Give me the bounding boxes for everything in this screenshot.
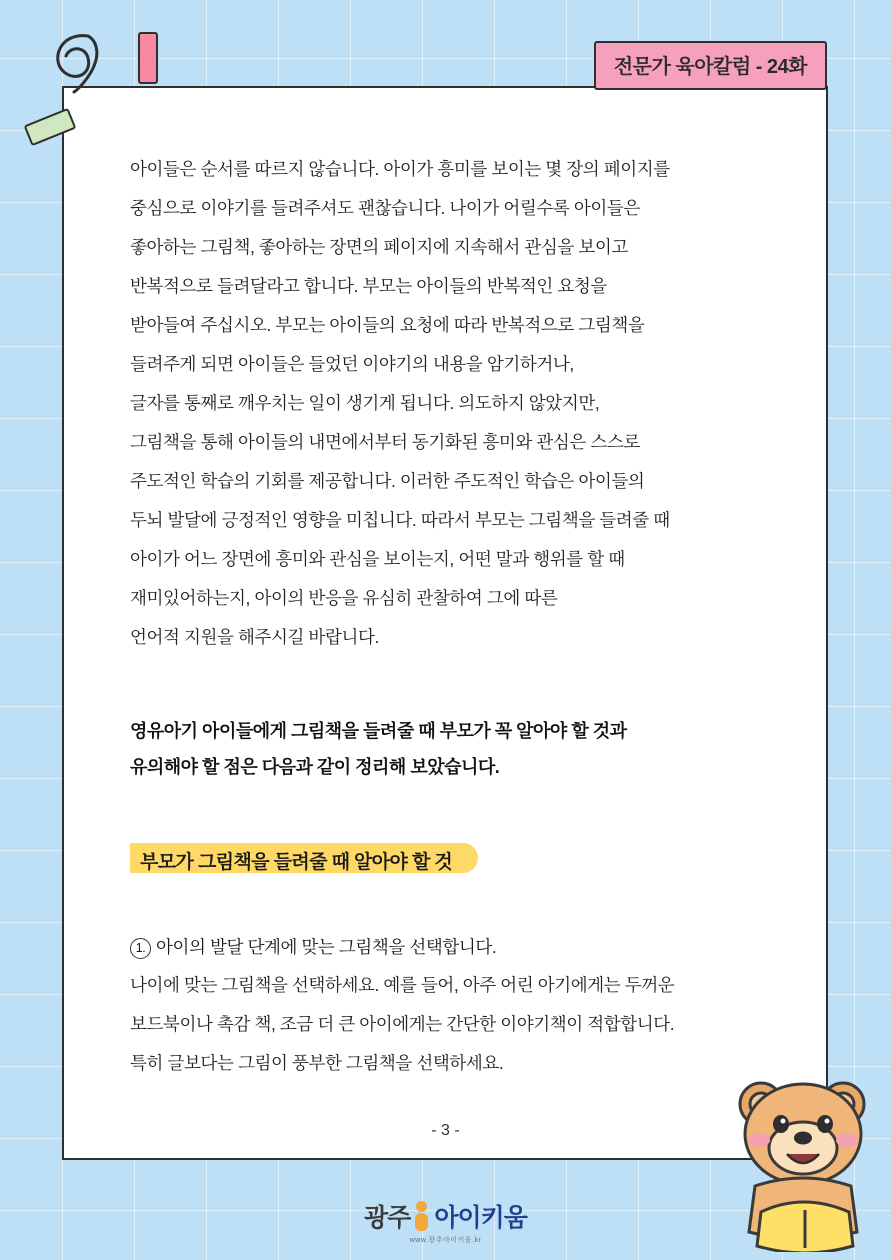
- article-content: [130, 150, 770, 1083]
- list-item: [130, 928, 770, 966]
- summary-line: 영유아기 아이들에게 그림책을 들려줄 때 부모가 꼭 알아야 할 것과: [130, 721, 627, 741]
- paragraph-line: 언어적 지원을 해주시길 바랍니다.: [130, 627, 379, 647]
- list-number: 1.: [130, 938, 151, 959]
- list-item-detail-line: 나이에 맞는 그림책을 선택하세요. 예를 들어, 아주 어린 아기에게는 두꺼운: [130, 975, 675, 995]
- section-heading: [130, 841, 478, 880]
- tips-list: [130, 928, 770, 1083]
- paragraph-line: 받아들여 주십시오. 부모는 아이들의 요청에 따라 반복적으로 그림책을: [130, 315, 645, 335]
- list-item-title-text: 아이의 발달 단계에 맞는 그림책을 선택합니다.: [156, 937, 497, 957]
- logo-text-right: 아이키움: [434, 1204, 527, 1232]
- person-logo-icon: [414, 1201, 430, 1231]
- logo-subtitle: www.광주아이키움.kr: [409, 1237, 482, 1244]
- paragraph-line: 재미있어하는지, 아이의 반응을 유심히 관찰하여 그에 따른: [130, 588, 558, 608]
- pink-bar-doodle-icon: [138, 32, 158, 84]
- paragraph-line: 주도적인 학습의 기회를 제공합니다. 이러한 주도적인 학습은 아이들의: [130, 471, 645, 491]
- column-badge: 전문가 육아칼럼 - 24화: [594, 41, 827, 90]
- paragraph-line: 글자를 통째로 깨우치는 일이 생기게 됩니다. 의도하지 않았지만,: [130, 393, 600, 413]
- list-item-detail-line: 보드북이나 촉감 책, 조금 더 큰 아이에게는 간단한 이야기책이 적합합니다.: [130, 1014, 675, 1034]
- paragraph-line: 반복적으로 들려달라고 합니다. 부모는 아이들의 반복적인 요청을: [130, 276, 607, 296]
- paragraph-line: 좋아하는 그림책, 좋아하는 장면의 페이지에 지속해서 관심을 보이고: [130, 237, 628, 257]
- list-item-detail-line: 특히 글보다는 그림이 풍부한 그림책을 선택하세요.: [130, 1053, 504, 1073]
- summary-line: 유의해야 할 점은 다음과 같이 정리해 보았습니다.: [130, 757, 500, 777]
- summary-block: [130, 713, 770, 785]
- paragraph-line: 그림책을 통해 아이들의 내면에서부터 동기화된 흥미와 관심은 스스로: [130, 432, 640, 452]
- paragraph-line: 아이가 어느 장면에 흥미와 관심을 보이는지, 어떤 말과 행위를 할 때: [130, 549, 625, 569]
- logo-text-left: 광주: [364, 1204, 411, 1232]
- section-heading-text: 부모가 그림책을 들려줄 때 알아야 할 것: [140, 852, 453, 873]
- paragraph-line: 들려주게 되면 아이들은 들었던 이야기의 내용을 암기하거나,: [130, 354, 574, 374]
- paragraph-block: [130, 150, 770, 657]
- paragraph-line: 두뇌 발달에 긍정적인 영향을 미칩니다. 따라서 부모는 그림책을 들려줄 때: [130, 510, 670, 530]
- scribble-doodle-icon: [44, 26, 106, 96]
- bear-mascot-icon: [725, 1062, 885, 1252]
- paragraph-line: 중심으로 이야기를 들려주셔도 괜찮습니다. 나이가 어릴수록 아이들은: [130, 198, 640, 218]
- paragraph-line: 아이들은 순서를 따르지 않습니다. 아이가 흥미를 보이는 몇 장의 페이지를: [130, 159, 670, 179]
- page-number: - 3 -: [431, 1122, 460, 1139]
